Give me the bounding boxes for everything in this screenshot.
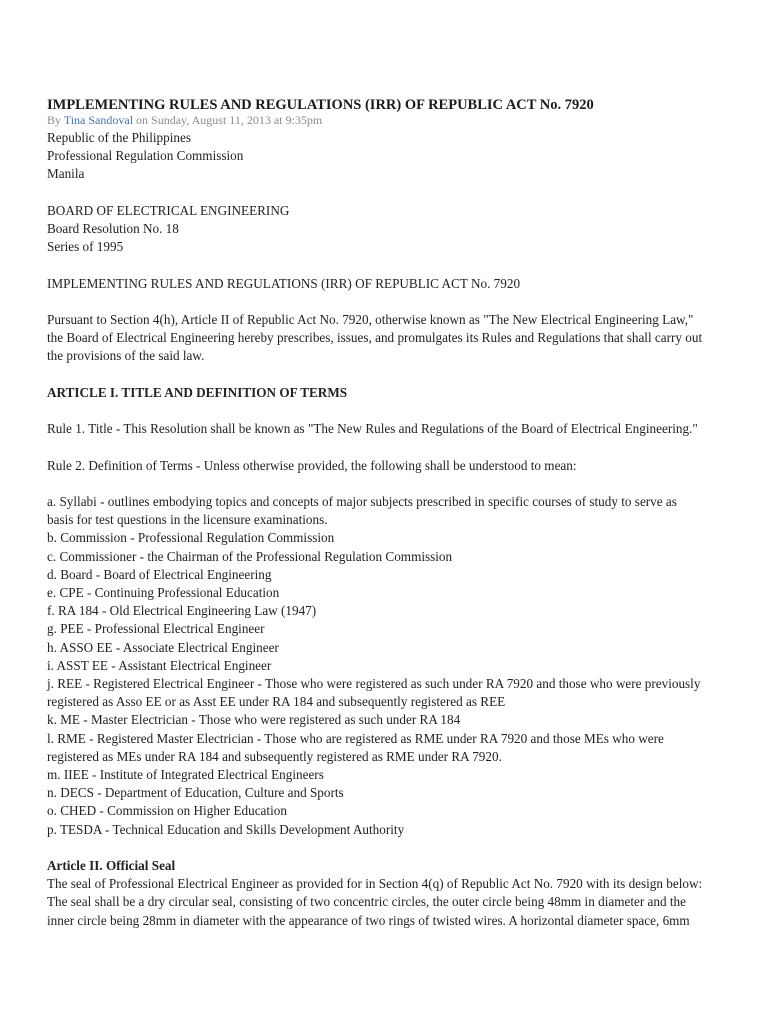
- definition-line: registered as MEs under RA 184 and subsequently registered as RME under RA 7920.: [47, 748, 502, 764]
- definition-line: basis for test questions in the licensure examinations.: [47, 512, 328, 528]
- definition-line: j. REE - Registered Electrical Engineer - Those who were registered as such under RA 7920 and those who were previously: [47, 675, 701, 691]
- header-line: Professional Regulation Commission: [47, 148, 244, 164]
- byline: [47, 114, 728, 127]
- spacer: [47, 256, 728, 274]
- definition-line: o. CHED - Commission on Higher Education: [47, 803, 287, 819]
- article-title: IMPLEMENTING RULES AND REGULATIONS (IRR) OF REPUBLIC ACT No. 7920: [47, 97, 594, 113]
- header-line: Republic of the Philippines: [47, 130, 191, 145]
- definition-line: e. CPE - Continuing Professional Education: [47, 584, 280, 600]
- definition-line: b. Commission - Professional Regulation Commission: [47, 530, 335, 546]
- byline-by: By: [47, 113, 62, 127]
- preamble-line: Pursuant to Section 4(h), Article II of Republic Act No. 7920, otherwise known as "The New Electrical Engineering Law,": [47, 311, 694, 327]
- article1-heading: ARTICLE I. TITLE AND DEFINITION OF TERMS: [47, 384, 348, 400]
- definition-line: h. ASSO EE - Associate Electrical Engineer: [47, 639, 279, 655]
- rule1-text: Rule 1. Title - This Resolution shall be known as "The New Rules and Regulations of the Board of Electrical Engineering.": [47, 421, 698, 437]
- definition-line: a. Syllabi - outlines embodying topics and concepts of major subjects prescribed in specific courses of study to serve as: [47, 493, 677, 509]
- definition-line: f. RA 184 - Old Electrical Engineering Law (1947): [47, 603, 317, 619]
- definition-line: d. Board - Board of Electrical Engineering: [47, 566, 272, 582]
- article2-line: The seal of Professional Electrical Engineer as provided for in Section 4(q) of Republic Act No. 7920 with its design below:: [47, 876, 703, 892]
- spacer: [47, 402, 728, 420]
- spacer: [47, 438, 728, 456]
- definition-line: i. ASST EE - Assistant Electrical Engineer: [47, 657, 272, 673]
- board-line: Board Resolution No. 18: [47, 221, 179, 236]
- preamble-line: the Board of Electrical Engineering hereby prescribes, issues, and promulgates its Rules and Regulations that shall carry out: [47, 330, 703, 346]
- definition-line: k. ME - Master Electrician - Those who were registered as such under RA 184: [47, 712, 461, 728]
- spacer: [47, 184, 728, 202]
- definition-line: registered as Asso EE or as Asst EE under RA 184 and subsequently registered as REE: [47, 694, 506, 710]
- article2-heading: Article II. Official Seal: [47, 858, 176, 873]
- definition-line: l. RME - Registered Master Electrician - Those who are registered as RME under RA 7920 and those MEs who were: [47, 730, 664, 746]
- byline-on: on: [136, 113, 149, 127]
- definition-line: p. TESDA - Technical Education and Skills Development Authority: [47, 821, 405, 837]
- header-line: Manila: [47, 166, 85, 182]
- author-link[interactable]: Tina Sandoval: [63, 113, 134, 127]
- board-line: Series of 1995: [47, 239, 124, 255]
- rule2-text: Rule 2. Definition of Terms - Unless otherwise provided, the following shall be understood to mean:: [47, 457, 577, 473]
- document-body: [47, 129, 728, 930]
- spacer: [47, 839, 728, 857]
- definition-line: m. IIEE - Institute of Integrated Electrical Engineers: [47, 767, 324, 782]
- spacer: [47, 366, 728, 384]
- definitions-list: [47, 493, 728, 839]
- definition-line: n. DECS - Department of Education, Culture and Sports: [47, 785, 344, 801]
- spacer: [47, 475, 728, 493]
- irr-heading: IMPLEMENTING RULES AND REGULATIONS (IRR) OF REPUBLIC ACT No. 7920: [47, 275, 521, 291]
- definition-line: g. PEE - Professional Electrical Engineer: [47, 621, 265, 637]
- preamble-line: the provisions of the said law.: [47, 348, 205, 364]
- definition-line: c. Commissioner - the Chairman of the Professional Regulation Commission: [47, 548, 453, 564]
- spacer: [47, 293, 728, 311]
- article2-line: The seal shall be a dry circular seal, consisting of two concentric circles, the outer circle being 48mm in diameter and the: [47, 894, 686, 910]
- article2-line: inner circle being 28mm in diameter with the appearance of two rings of twisted wires. A horizontal diameter space, 6mm: [47, 912, 690, 928]
- byline-date: Sunday, August 11, 2013 at 9:35pm: [151, 113, 323, 127]
- board-line: BOARD OF ELECTRICAL ENGINEERING: [47, 202, 290, 218]
